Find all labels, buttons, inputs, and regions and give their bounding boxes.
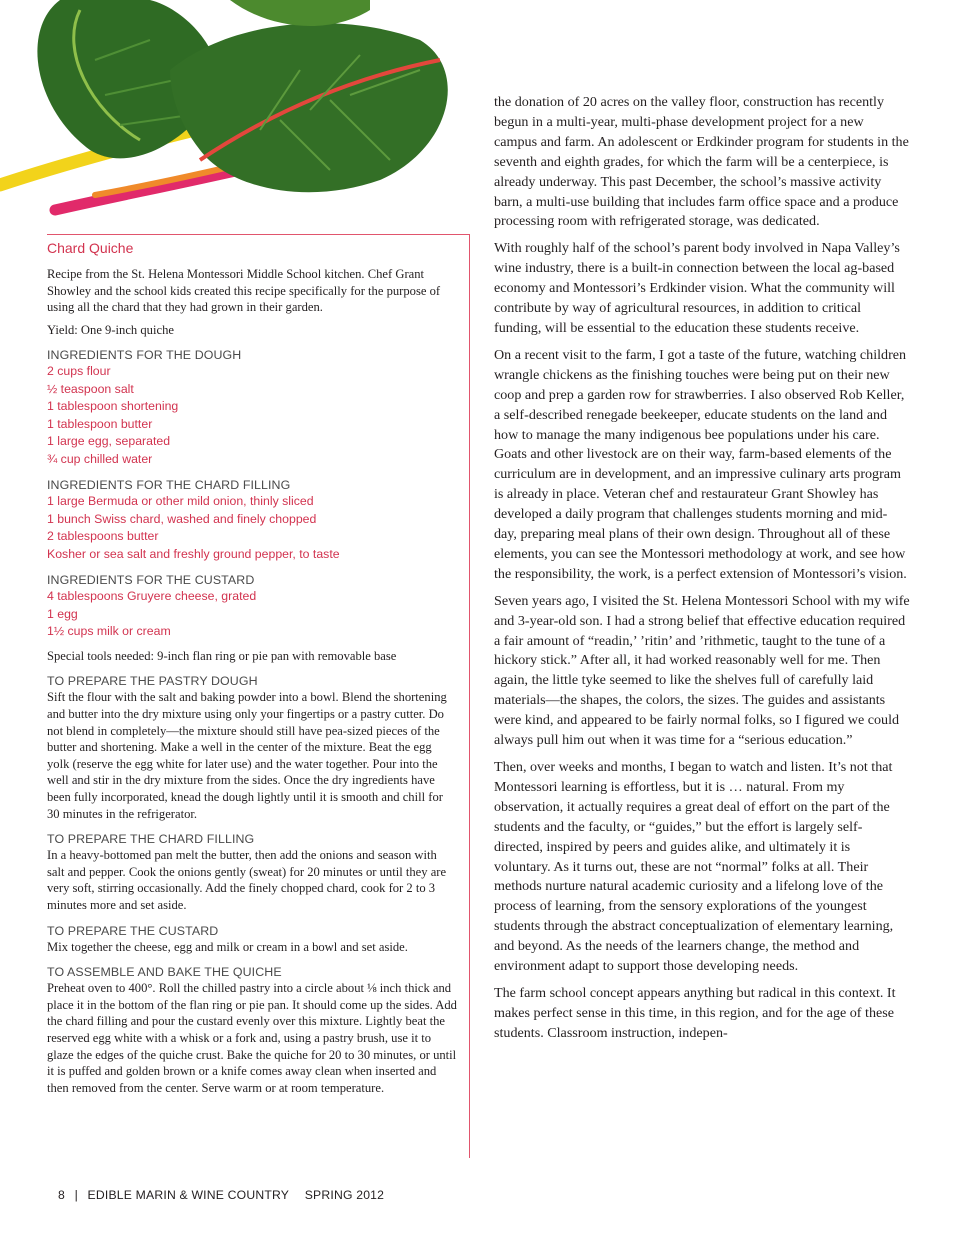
ingredient-item: 1 bunch Swiss chard, washed and finely chopped [47,511,317,526]
ingredient-item: 1 tablespoon butter [47,416,153,431]
ingredient-item: 1½ cups milk or cream [47,624,171,639]
ingredient-item: 1 egg [47,606,78,621]
article-column [494,93,910,1051]
ingredient-item: Kosher or sea salt and freshly ground pepper, to taste [47,546,340,561]
step-text-filling: In a heavy-bottomed pan melt the butter, then add the onions and season with salt and pepper. Cook the onions gently (sweat) for 20 minutes or until they are very soft, stirring occasionally. Add the finely chopped chard, cook for 2 to 3 minutes more and set aside. [47,848,447,912]
filling-ingredients-heading: INGREDIENTS FOR THE CHARD FILLING [47,478,291,493]
ingredient-item: 1 large egg, separated [47,434,171,449]
ingredient-item: 1 large Bermuda or other mild onion, thinly sliced [47,494,314,509]
filling-ingredient-list [47,493,457,563]
article-paragraph: the donation of 20 acres on the valley floor, construction has recently begun in a multi-year, multi-phase development project for a new campus and farm. An adolescent or Erdkinder program for students in the seventh and eighth grades, for which the farm will be a centerpiece, is already underway. This past December, the school’s massive activity barn, a multi-use building that includes farm office space and a produce processing room with refrigerated storage, was dedicated. [494,94,909,230]
recipe-yield: Yield: One 9-inch quiche [47,322,174,337]
article-paragraph: On a recent visit to the farm, I got a taste of the future, watching children wrangle chickens as the finishing touches were being put on their new coop and prep a garden row for strawberries. I also observed Rob Keller, a self-described renegade beekeeper, educate students on the land and how to manage the many indigenous bee populations under his care. Goats and other livestock are on their way, farm-based elements of the curriculum are in development, and an impressive culinary arts program is already in place. Veteran chef and restaurateur Grant Showley has developed a daily program that challenges students morning and mid-day, preparing meal plans of their own design. Throughout all of these elements, you can see the Montessori methodology at work, and see how the responsibility, the work, is a perfect extension of Montessori’s vision. [494,346,907,582]
ingredient-item: 2 cups flour [47,364,111,379]
step-heading-dough: TO PREPARE THE PASTRY DOUGH [47,674,258,689]
recipe-sidebar [47,234,470,1158]
ingredient-item: ¾ cup chilled water [47,451,153,466]
article-paragraph: Seven years ago, I visited the St. Helena Montessori School with my wife and 3-year-old son. I had a strong belief that effective education required a fair amount of “readin,’ ’ritin’ and ’rithmetic, taught to the tune of a hickory stick.” After all, it had worked reasonably well for me. Then again, the little tyke seemed to like the shelves full of carefully laid materials—the shapes, the colors, the sizes. The guides and assistants were kind, and appeared to be fairly normal folks, so I figured we could always pull him out when it was time for a “serious education.” [494,592,910,749]
special-tools: Special tools needed: 9-inch flan ring or pie pan with removable base [47,648,397,663]
article-paragraph: Then, over weeks and months, I began to watch and listen. It’s not that Montessori learning is effortless, but it is … natural. From my observation, it actually requires a great deal of effort on the part of the students and the faculty, or “guides,” but the effort is largely self-directed, inspired by peers and guides alike, and ultimately it is voluntary. As it turns out, these are not “normal” folks at all. Their methods nurture natural academic curiosity and a lifelong love of the process of learning, from the sensory explorations of the youngest students through the abstract conceptualization of elementary learning, and beyond. As the needs of the learners change, the method and environment adapt to support those developing needs. [494,759,894,975]
page-number: 8 [58,1188,65,1202]
page-footer [58,1188,390,1202]
step-heading-custard: TO PREPARE THE CUSTARD [47,923,219,938]
swiss-chard-photo [0,0,470,230]
article-paragraph: With roughly half of the school’s parent body involved in Napa Valley’s wine industry, there is a built-in connection between the local ag-based economy and Montessori’s Erdkinder vision. What the community will contribute by way of agricultural resources, in addition to critical funding, will be essential to the education these students receive. [494,240,900,336]
step-text-bake: Preheat oven to 400°. Roll the chilled pastry into a circle about ⅛ inch thick and place it in the bottom of the flan ring or pie pan. It should come up the sides. Add the chard filling and pour the custard evenly over this mixture. Lightly beat the reserved egg white with a whisk or a fork and, using a pastry brush, use it to glaze the edges of the quiche crust. Bake the quiche for 20 to 30 minutes, or until it is puffed and golden brown or a knife comes away clean when inserted and then removed from the center. Serve warm or at room temperature. [47,981,457,1095]
dough-ingredient-list [47,363,457,468]
custard-ingredients-heading: INGREDIENTS FOR THE CUSTARD [47,573,255,588]
ingredient-item: 1 tablespoon shortening [47,399,179,414]
recipe-intro: Recipe from the St. Helena Montessori Middle School kitchen. Chef Grant Showley and the school kids created this recipe specifically for the purpose of using all the chard that they had grown in their garden. [47,267,441,315]
step-text-dough: Sift the flour with the salt and baking powder into a bowl. Blend the shortening and butter into the dry mixture using only your fingertips or a pastry cutter. Do not blend in completely—the mixture should still have pea-sized pieces of the butter and shortening. Make a well in the center of the mixture. Beat the egg yolk (reserve the egg white for later use) and the water together. Pour into the well and stir in the dry mixture from the sides. Once the dry ingredients have been fully incorporated, knead the dough lightly until it is smooth and chill for 30 minutes in the refrigerator. [47,690,447,821]
dough-ingredients-heading: INGREDIENTS FOR THE DOUGH [47,348,242,363]
custard-ingredient-list [47,588,457,641]
ingredient-item: 4 tablespoons Gruyere cheese, grated [47,589,257,604]
ingredient-item: 2 tablespoons butter [47,529,159,544]
issue-date: SPRING 2012 [304,1188,385,1202]
footer-separator: | [74,1188,78,1202]
ingredient-item: ½ teaspoon salt [47,381,134,396]
step-heading-bake: TO ASSEMBLE AND BAKE THE QUICHE [47,965,282,980]
step-heading-filling: TO PREPARE THE CHARD FILLING [47,832,255,847]
step-text-custard: Mix together the cheese, egg and milk or cream in a bowl and set aside. [47,939,408,954]
publication-name: EDIBLE MARIN & WINE COUNTRY [87,1188,290,1202]
article-paragraph: The farm school concept appears anything but radical in this context. It makes perfect sense in this time, in this region, and for the age of these students. Classroom instruction, indepen- [494,984,896,1041]
recipe-title: Chard Quiche [47,240,134,256]
